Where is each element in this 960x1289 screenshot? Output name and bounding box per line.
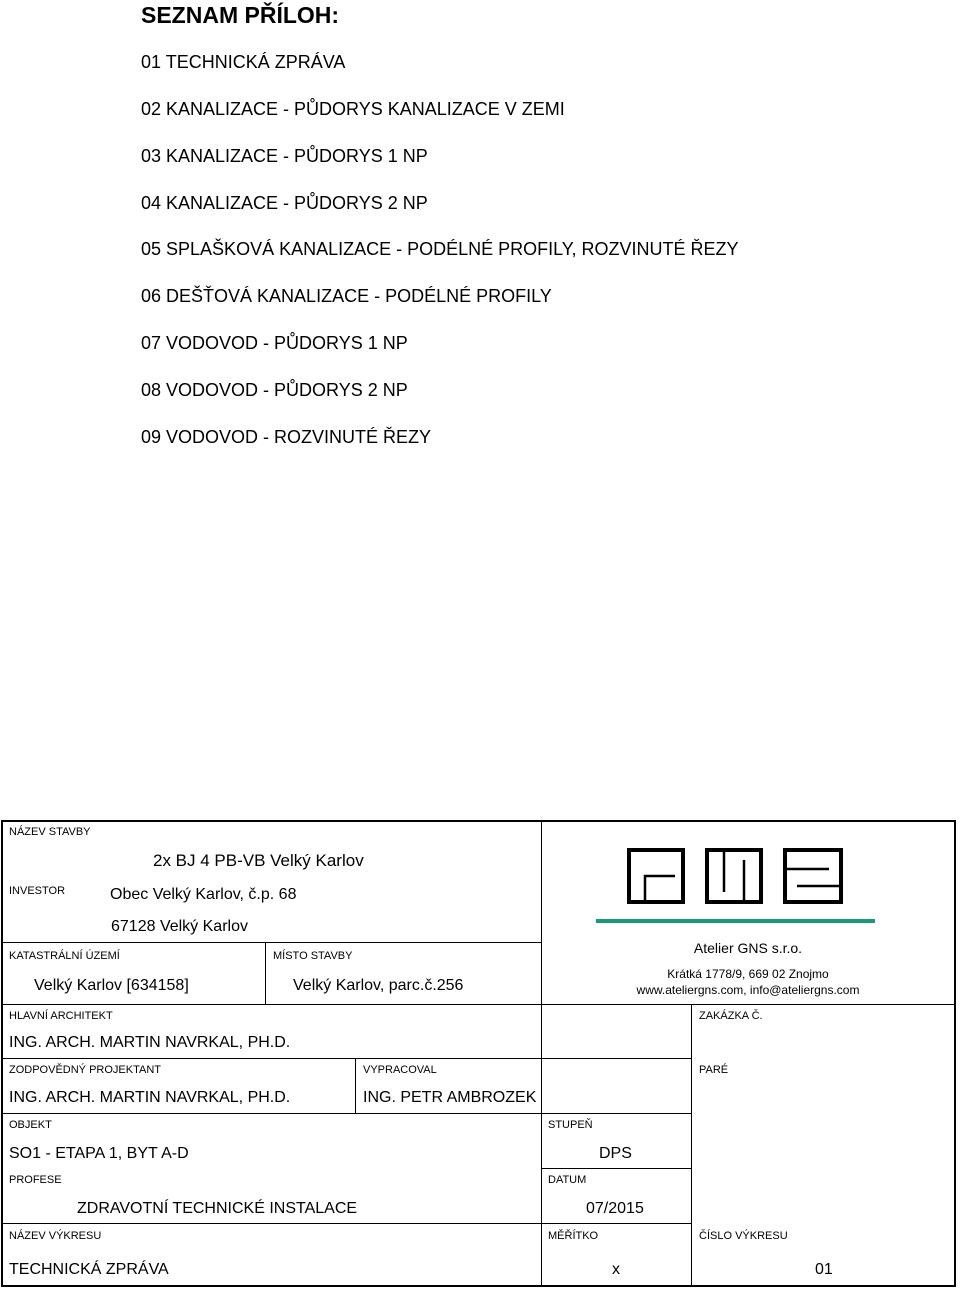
divider-h2 xyxy=(1,1004,956,1005)
zodpovedny-projektant-value: ING. ARCH. MARTIN NAVRKAL, PH.D. xyxy=(9,1089,291,1106)
vypracoval-value: ING. PETR AMBROZEK xyxy=(363,1089,537,1106)
company-logo xyxy=(627,848,845,906)
attachment-item: 06 DEŠŤOVÁ KANALIZACE - PODÉLNÉ PROFILY xyxy=(141,286,552,306)
company-contact: www.ateliergns.com, info@ateliergns.com xyxy=(636,983,860,997)
cislo-vykresu-label: ČÍSLO VÝKRESU xyxy=(699,1230,788,1242)
katastralni-uzemi-value: Velký Karlov [634158] xyxy=(34,977,189,994)
divider-vypracoval xyxy=(355,1058,356,1114)
cislo-vykresu-value: 01 xyxy=(815,1261,833,1278)
profese-label: PROFESE xyxy=(9,1174,62,1186)
attachment-item: 05 SPLAŠKOVÁ KANALIZACE - PODÉLNÉ PROFILY, ROZVINUTÉ ŘEZY xyxy=(141,239,739,259)
meritko-value: x xyxy=(612,1261,620,1278)
divider-vertical-right xyxy=(691,1005,692,1287)
divider-h6 xyxy=(1,1223,692,1224)
company-name: Atelier GNS s.r.o. xyxy=(693,940,803,956)
divider-h5 xyxy=(541,1168,692,1169)
company-address: Krátká 1778/9, 669 02 Znojmo xyxy=(667,967,829,981)
frame-bottom xyxy=(1,1285,956,1287)
pare-label: PARÉ xyxy=(699,1064,729,1076)
meritko-label: MĚŘÍTKO xyxy=(548,1230,599,1242)
logo-g-stroke xyxy=(645,876,675,902)
objekt-label: OBJEKT xyxy=(9,1119,52,1131)
nazev-vykresu-value: TECHNICKÁ ZPRÁVA xyxy=(9,1261,169,1278)
attachment-item: 08 VODOVOD - PŮDORYS 2 NP xyxy=(141,380,408,400)
divider-h1 xyxy=(1,942,542,943)
investor-label: INVESTOR xyxy=(9,885,66,897)
stupen-value: DPS xyxy=(599,1145,632,1162)
attachment-item: 03 KANALIZACE - PŮDORYS 1 NP xyxy=(141,146,428,166)
attachment-item: 04 KANALIZACE - PŮDORYS 2 NP xyxy=(141,193,428,213)
misto-stavby-value: Velký Karlov, parc.č.256 xyxy=(293,977,464,994)
logo-s-box xyxy=(785,850,841,902)
page-title: SEZNAM PŘÍLOH: xyxy=(141,2,340,28)
profese-value: ZDRAVOTNÍ TECHNICKÉ INSTALACE xyxy=(77,1200,358,1217)
frame-left xyxy=(1,820,3,1287)
zakazka-label: ZAKÁZKA Č. xyxy=(699,1010,763,1022)
divider-katastr xyxy=(265,942,266,1005)
logo-n-box xyxy=(707,850,761,902)
divider-vertical-main xyxy=(541,820,542,1287)
logo-accent-bar xyxy=(596,919,875,923)
vypracoval-label: VYPRACOVAL xyxy=(363,1064,437,1076)
attachment-item: 02 KANALIZACE - PŮDORYS KANALIZACE V ZEMI xyxy=(141,99,565,119)
divider-h3 xyxy=(1,1058,692,1059)
frame-top xyxy=(1,820,956,822)
divider-h4 xyxy=(1,1113,692,1114)
nazev-stavby-value: 2x BJ 4 PB-VB Velký Karlov xyxy=(153,851,364,870)
zodpovedny-projektant-label: ZODPOVĚDNÝ PROJEKTANT xyxy=(9,1064,161,1076)
misto-stavby-label: MÍSTO STAVBY xyxy=(273,950,353,962)
hlavni-architekt-value: ING. ARCH. MARTIN NAVRKAL, PH.D. xyxy=(9,1034,291,1051)
hlavni-architekt-label: HLAVNÍ ARCHITEKT xyxy=(9,1010,113,1022)
datum-label: DATUM xyxy=(548,1174,587,1186)
attachment-item: 09 VODOVOD - ROZVINUTÉ ŘEZY xyxy=(141,427,432,447)
investor-value-line2: 67128 Velký Karlov xyxy=(111,918,248,935)
katastralni-uzemi-label: KATASTRÁLNÍ ÚZEMÍ xyxy=(9,950,120,962)
attachment-item: 01 TECHNICKÁ ZPRÁVA xyxy=(141,52,346,72)
nazev-vykresu-label: NÁZEV VÝKRESU xyxy=(9,1230,102,1242)
stupen-label: STUPEŇ xyxy=(548,1119,593,1131)
datum-value: 07/2015 xyxy=(586,1200,644,1217)
nazev-stavby-label: NÁZEV STAVBY xyxy=(9,826,91,838)
attachment-item: 07 VODOVOD - PŮDORYS 1 NP xyxy=(141,333,408,353)
frame-right xyxy=(954,820,956,1287)
objekt-value: SO1 - ETAPA 1, BYT A-D xyxy=(9,1145,189,1162)
investor-value-line1: Obec Velký Karlov, č.p. 68 xyxy=(110,886,297,903)
